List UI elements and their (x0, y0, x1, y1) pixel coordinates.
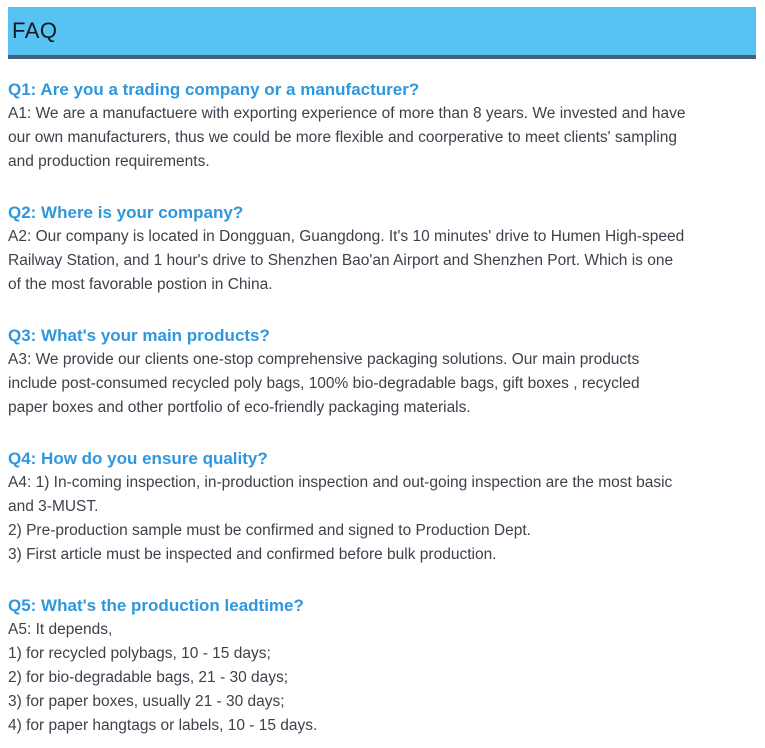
faq-question: Q3: What's your main products? (8, 326, 270, 345)
faq-item (8, 447, 757, 567)
faq-answer (8, 618, 757, 738)
faq-answer (8, 348, 757, 420)
faq-content (0, 78, 765, 738)
faq-answer-line: paper boxes and other portfolio of eco-friendly packaging materials. (8, 399, 471, 416)
faq-answer-line: of the most favorable postion in China. (8, 276, 273, 293)
faq-answer-line: A3: We provide our clients one-stop comprehensive packaging solutions. Our main products (8, 351, 640, 368)
faq-item (8, 324, 757, 420)
faq-answer (8, 102, 757, 174)
faq-header-bar (8, 7, 756, 59)
faq-answer-line: include post-consumed recycled poly bags, 100% bio-degradable bags, gift boxes , recycled (8, 375, 640, 392)
faq-answer-line: Railway Station, and 1 hour's drive to Shenzhen Bao'an Airport and Shenzhen Port. Which is one (8, 252, 674, 269)
faq-answer-line: 4) for paper hangtags or labels, 10 - 15 days. (8, 717, 318, 734)
faq-item (8, 201, 757, 297)
faq-answer (8, 471, 757, 567)
faq-item (8, 594, 757, 738)
faq-answer-line: our own manufacturers, thus we could be more flexible and coorperative to meet clients' sampling (8, 129, 677, 146)
faq-answer-line: and production requirements. (8, 153, 210, 170)
faq-question: Q4: How do you ensure quality? (8, 449, 268, 468)
faq-item (8, 78, 757, 174)
faq-answer-line: and 3-MUST. (8, 498, 99, 515)
faq-answer-line: 2) for bio-degradable bags, 21 - 30 days; (8, 669, 289, 686)
faq-header-title: FAQ (12, 18, 58, 43)
faq-question: Q1: Are you a trading company or a manufacturer? (8, 80, 420, 99)
faq-answer-line: 3) First article must be inspected and confirmed before bulk production. (8, 546, 497, 563)
faq-question: Q2: Where is your company? (8, 203, 244, 222)
faq-question: Q5: What's the production leadtime? (8, 596, 304, 615)
faq-answer-line: A1: We are a manufactuere with exporting experience of more than 8 years. We invested and have (8, 105, 686, 122)
faq-answer (8, 225, 757, 297)
faq-answer-line: 2) Pre-production sample must be confirmed and signed to Production Dept. (8, 522, 531, 539)
faq-answer-line: A4: 1) In-coming inspection, in-production inspection and out-going inspection are the most basic (8, 474, 673, 491)
faq-answer-line: A5: It depends, (8, 621, 113, 638)
faq-answer-line: 1) for recycled polybags, 10 - 15 days; (8, 645, 271, 662)
faq-answer-line: A2: Our company is located in Dongguan, Guangdong. It's 10 minutes' drive to Humen High-speed (8, 228, 685, 245)
faq-answer-line: 3) for paper boxes, usually 21 - 30 days; (8, 693, 285, 710)
